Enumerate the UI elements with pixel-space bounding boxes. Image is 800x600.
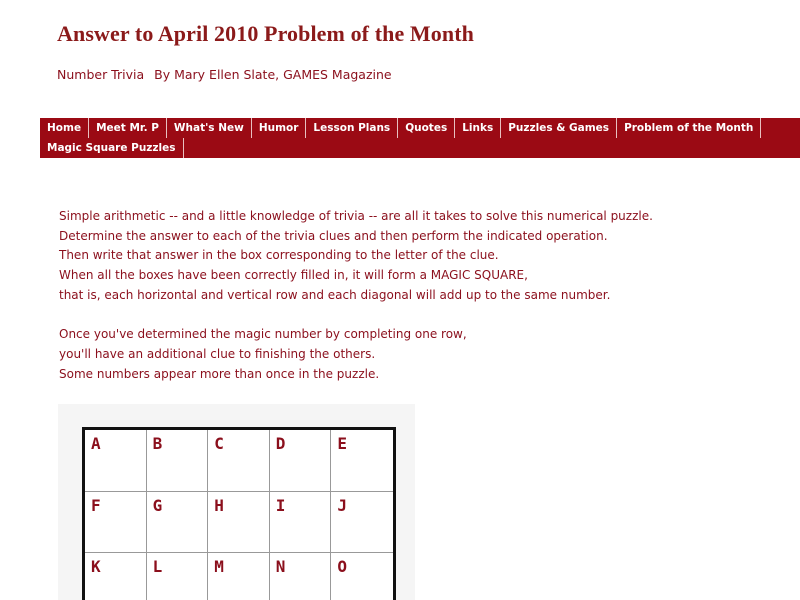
cell-letter: G <box>152 495 163 515</box>
cell-letter: L <box>152 557 163 576</box>
nav-item-puzzles-games[interactable]: Puzzles & Games <box>501 118 617 138</box>
grid-cell <box>331 492 393 554</box>
cell-letter: D <box>275 434 286 453</box>
cell-letter: F <box>91 495 101 515</box>
nav-item-links[interactable]: Links <box>455 118 501 138</box>
cell-letter: I <box>275 495 286 515</box>
subtitle-byline: By Mary Ellen Slate, GAMES Magazine <box>154 67 392 82</box>
subtitle-topic: Number Trivia <box>57 67 145 82</box>
intro-line: Determine the answer to each of the trivia clues and then perform the indicated operation. <box>59 228 608 243</box>
grid-cell <box>208 430 270 492</box>
grid-row <box>85 553 393 600</box>
intro-line: Once you've determined the magic number by completing one row, <box>59 327 467 342</box>
intro-line: that is, each horizontal and vertical row and each diagonal will add up to the same number. <box>59 287 611 302</box>
nav-item-magic-square-puzzles[interactable]: Magic Square Puzzles <box>40 138 184 158</box>
intro-line: Simple arithmetic -- and a little knowledge of trivia -- are all it takes to solve this numerical puzzle. <box>59 209 653 223</box>
grid-cell <box>208 492 270 554</box>
nav-item-meet-mr-p[interactable]: Meet Mr. P <box>89 118 167 138</box>
cell-letter: N <box>275 557 286 576</box>
grid-cell <box>147 553 209 600</box>
cell-letter: H <box>214 495 224 515</box>
intro-text <box>59 207 653 384</box>
grid-cell <box>331 430 393 492</box>
grid-row <box>85 430 393 492</box>
intro-line: Then write that answer in the box corresponding to the letter of the clue. <box>59 248 499 263</box>
nav-row-1 <box>40 118 761 138</box>
grid-cell <box>85 553 147 600</box>
grid-row <box>85 492 393 554</box>
grid-cell <box>270 492 332 554</box>
cell-letter: B <box>152 434 163 453</box>
nav-item-home[interactable]: Home <box>40 118 89 138</box>
nav-item-humor[interactable]: Humor <box>252 118 307 138</box>
nav-item-lesson-plans[interactable]: Lesson Plans <box>306 118 398 138</box>
cell-letter: O <box>337 557 348 576</box>
grid-cell <box>85 492 147 554</box>
page-subtitle <box>57 67 392 82</box>
grid-cell <box>270 553 332 600</box>
cell-letter: A <box>91 434 101 453</box>
grid-cell <box>270 430 332 492</box>
intro-line: When all the boxes have been correctly filled in, it will form a MAGIC SQUARE, <box>59 268 528 283</box>
nav-item-problem-of-the-month[interactable]: Problem of the Month <box>617 118 761 138</box>
grid-cell <box>208 553 270 600</box>
grid-cell <box>147 492 209 554</box>
cell-letter: E <box>337 434 348 453</box>
intro-line: you'll have an additional clue to finishing the others. <box>59 346 376 361</box>
magic-square-grid <box>82 427 396 600</box>
cell-letter: M <box>214 557 224 576</box>
nav-row-2 <box>40 138 184 158</box>
grid-cell <box>331 553 393 600</box>
grid-cell <box>85 430 147 492</box>
intro-line: Some numbers appear more than once in the puzzle. <box>59 366 380 381</box>
nav-item-quotes[interactable]: Quotes <box>398 118 455 138</box>
paragraph-gap <box>59 306 653 326</box>
nav-item-whats-new[interactable]: What's New <box>167 118 252 138</box>
cell-letter: C <box>214 434 224 453</box>
cell-letter: J <box>337 495 348 515</box>
page-title: Answer to April 2010 Problem of the Month <box>57 21 474 46</box>
nav-bar <box>40 118 800 158</box>
grid-cell <box>147 430 209 492</box>
cell-letter: K <box>91 557 101 576</box>
